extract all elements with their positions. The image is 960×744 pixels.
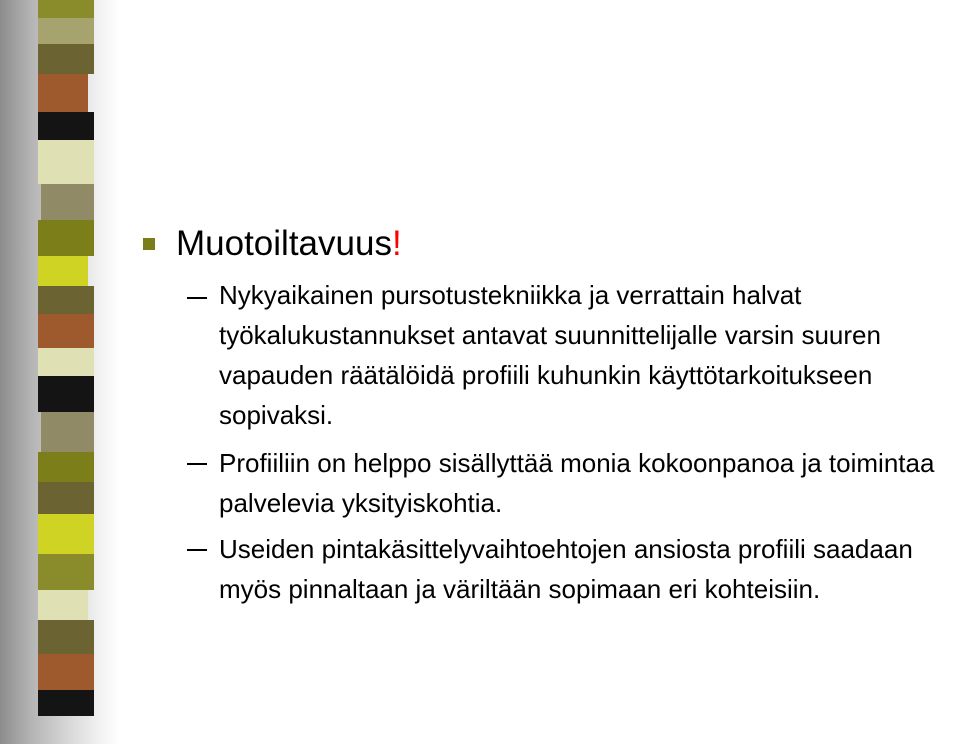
bullet-text-1: Nykyaikainen pursotustekniikka ja verrattain halvat työkalukustannukset antavat suunnittelijalle varsin suuren vapauden räätälöidä profiili kuhunkin käyttötarkoitukseen sopivaksi.	[219, 280, 881, 430]
heading-exclamation: !	[391, 224, 402, 263]
bullet-text-2: Profiiliin on helppo sisällyttää monia kokoonpanoa ja toimintaa palvelevia yksityiskohtia.	[219, 448, 935, 518]
bullet-text-3: Useiden pintakäsittelyvaihtoehtojen ansiosta profiili saadaan myös pinnaltaan ja väriltään sopimaan eri kohteisiin.	[219, 534, 913, 604]
square-bullet-icon	[143, 238, 155, 250]
slide-heading	[176, 222, 402, 266]
dash-bullet-icon	[187, 297, 207, 299]
dash-bullet-icon	[187, 549, 207, 551]
dash-bullet-icon	[187, 463, 207, 465]
heading-text: Muotoiltavuus	[176, 224, 392, 263]
